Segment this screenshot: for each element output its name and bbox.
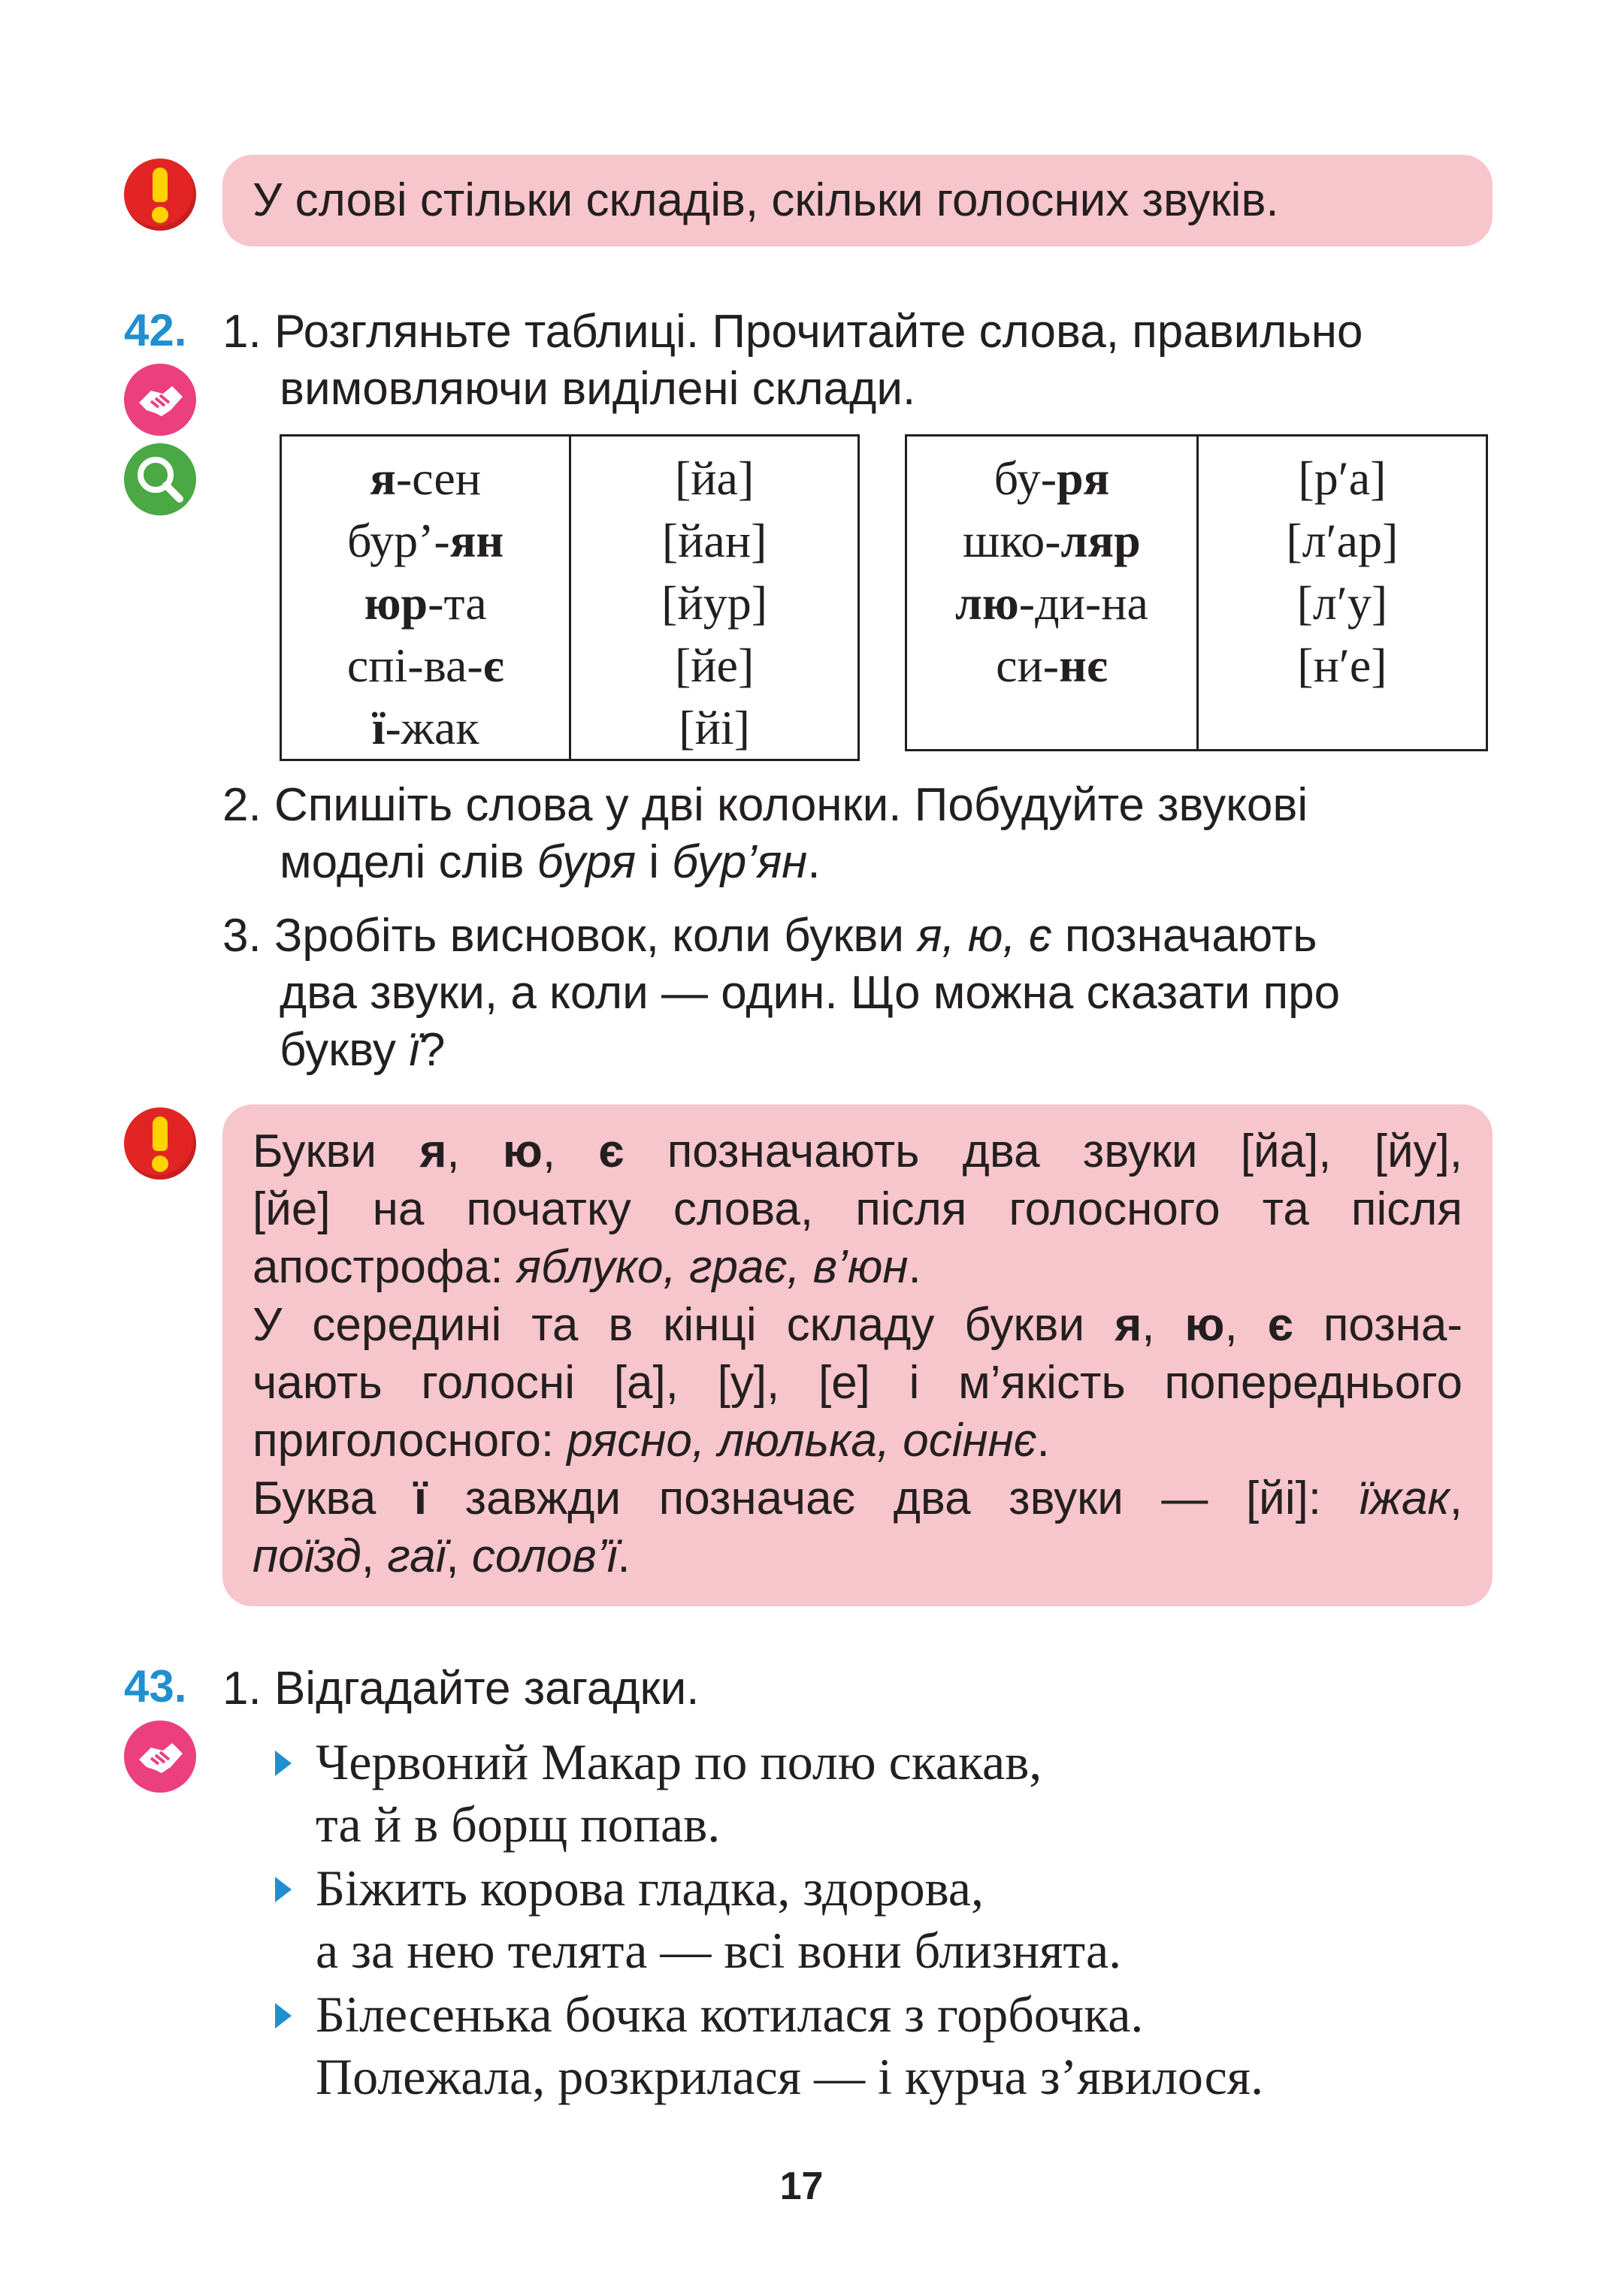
exclamation-icon — [124, 1107, 196, 1180]
table-row: лю-ди-на — [954, 576, 1148, 630]
ex42-task2: 2. Спишіть слова у дві колонки. Побудуйте звукові моделі слів буря і бур’ян. — [222, 779, 1308, 888]
triangle-bullet-icon — [275, 1877, 292, 1902]
sound-column — [570, 436, 859, 760]
handshake-icon — [124, 1720, 196, 1793]
ex42-task3: 3. Зробіть висновок, коли букви я, ю, є позначають два звуки, а коли — один. Що можна сказати про букву ї? — [222, 910, 1341, 1076]
triangle-bullet-icon — [275, 1751, 292, 1776]
table-row: шко-ляр — [963, 514, 1141, 567]
syllable-table-right — [905, 434, 1488, 751]
rule-note-body: Букви я, ю, є позначають два звуки [йа], [йу], [йе] на початку слова, після голосного та після апострофа: яблуко, грає, в’юн. У середині та в кінці складу букви я, ю, є позна- чають голосні [а], [у], [е] і м’якість попереднього приголосного: рясно, люлька, осіннє. Буква ї завжди позначає два звуки — [йі]: їжак, поїзд, гаї, солов’ї. — [253, 1125, 1463, 1582]
table-cell: [йа] — [674, 452, 755, 505]
table-cell: [йе] — [674, 639, 755, 692]
handshake-icon — [124, 364, 196, 436]
table-row: си-нє — [996, 639, 1108, 692]
ex42-task1: 1. Розгляньте таблиці. Прочитайте слова, правильно вимовляючи виділені склади. — [222, 306, 1363, 415]
magnifier-icon — [124, 443, 196, 515]
table-cell: [йі] — [679, 701, 750, 754]
riddle-3: Білесенька бочка котилася з горбочка. Полежала, розкрилася — і курча з’явилося. — [316, 1986, 1264, 2105]
exercise-number: 42. — [124, 305, 187, 355]
table-row: бур’-ян — [346, 514, 504, 567]
table-row: я-сен — [370, 452, 481, 505]
page-number: 17 — [779, 2165, 824, 2208]
exercise-number: 43. — [124, 1661, 187, 1711]
table-row: спі-ва-є — [346, 639, 504, 692]
table-cell: [р′а] — [1298, 452, 1387, 505]
table-row: юр-та — [364, 576, 487, 630]
syllable-table-left — [280, 434, 860, 761]
sound-column — [1197, 436, 1487, 751]
rule-note-text: У слові стільки складів, скільки голосних звуків. — [253, 174, 1279, 226]
table-cell: [л′у] — [1296, 576, 1388, 630]
rule-note-syllables — [222, 155, 1493, 246]
table-cell: [йан] — [661, 514, 767, 567]
riddle-1: Червоний Макар по полю скакав, та й в борщ попав. — [316, 1733, 1042, 1853]
table-cell: [йур] — [661, 576, 768, 630]
table-row: бу-ря — [994, 452, 1110, 505]
word-column — [281, 436, 570, 760]
word-column — [906, 436, 1198, 751]
rule-note-letters — [222, 1104, 1493, 1606]
ex43-task1: 1. Відгадайте загадки. — [222, 1663, 700, 1714]
riddle-2: Біжить корова гладка, здорова, а за нею телята — всі вони близнята. — [316, 1859, 1122, 1979]
exclamation-icon — [124, 159, 196, 231]
table-row: ї-жак — [371, 701, 479, 754]
table-cell: [н′е] — [1297, 639, 1387, 692]
triangle-bullet-icon — [275, 2003, 292, 2029]
table-cell: [л′ар] — [1286, 514, 1399, 567]
